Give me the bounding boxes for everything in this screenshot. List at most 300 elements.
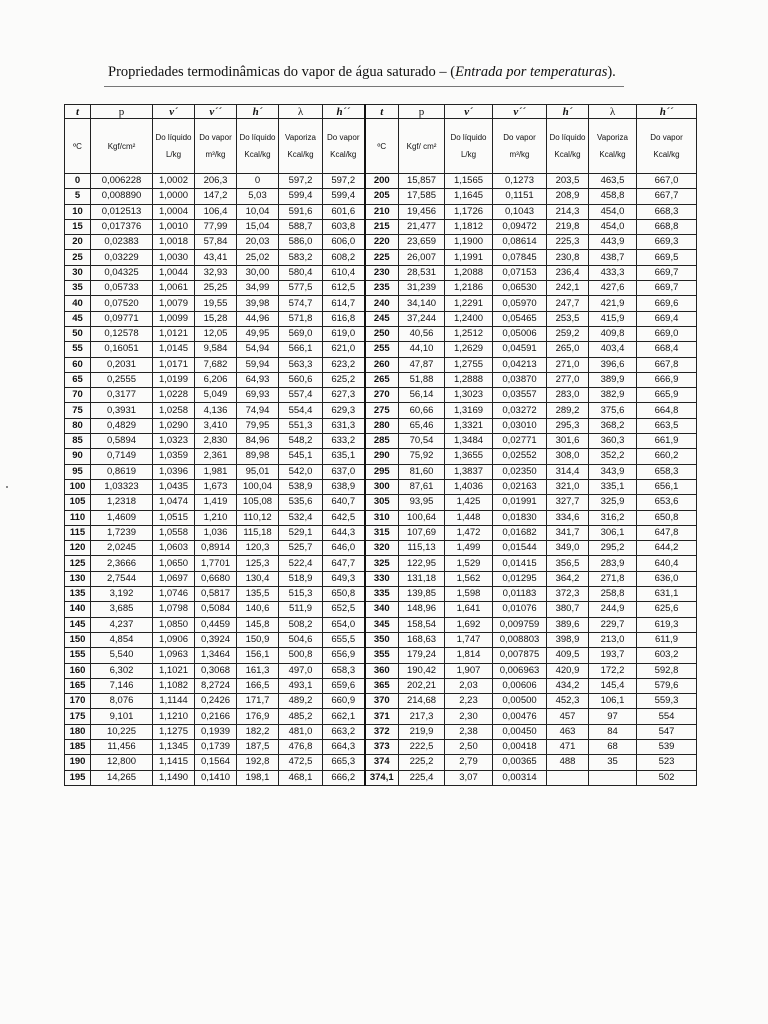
table-cell: 1,472 (445, 525, 493, 540)
table-cell: 295,3 (547, 418, 589, 433)
table-cell: 409,8 (589, 326, 637, 341)
table-cell: 1,0199 (153, 372, 195, 387)
table-cell: 12,05 (195, 326, 237, 341)
table-cell: 0,01830 (493, 510, 547, 525)
table-cell: 271,0 (547, 357, 589, 372)
table-cell: 225 (365, 250, 399, 265)
header-symbol-5: λ (279, 105, 323, 119)
table-row (65, 724, 697, 739)
header-description-8: Kgf/ cm² (399, 119, 445, 174)
table-row (65, 678, 697, 693)
table-cell: 663,2 (323, 724, 365, 739)
table-cell: 644,3 (323, 525, 365, 540)
table-cell: 345 (365, 617, 399, 632)
table-cell: 403,4 (589, 342, 637, 357)
table-cell: 156,1 (237, 648, 279, 663)
table-cell: 372 (365, 724, 399, 739)
table-cell: 415,9 (589, 311, 637, 326)
table-cell: 244,9 (589, 602, 637, 617)
table-cell: 145 (65, 617, 91, 632)
table-cell: 1,3023 (445, 388, 493, 403)
table-cell: 106,1 (589, 694, 637, 709)
table-cell: 619,3 (637, 617, 697, 632)
table-row (65, 296, 697, 311)
table-cell: 45 (65, 311, 91, 326)
table-row (65, 694, 697, 709)
table-cell: 1,0290 (153, 418, 195, 433)
table-cell: 668,4 (637, 342, 697, 357)
table-cell: 458,8 (589, 189, 637, 204)
table-cell: 1,036 (195, 525, 237, 540)
table-cell: 0,012513 (91, 204, 153, 219)
table-cell: 1,0697 (153, 571, 195, 586)
table-cell: 658,3 (637, 464, 697, 479)
table-body (65, 174, 697, 786)
table-cell: 340 (365, 602, 399, 617)
table-cell: 310 (365, 510, 399, 525)
table-cell: 213,0 (589, 632, 637, 647)
table-cell: 0,1739 (195, 739, 237, 754)
scan-speck (6, 486, 8, 488)
table-cell: 0,02771 (493, 434, 547, 449)
table-cell: 669,3 (637, 235, 697, 250)
table-cell: 1,3484 (445, 434, 493, 449)
header-symbol-2: v´ (153, 105, 195, 119)
table-cell: 343,9 (589, 464, 637, 479)
table-cell: 1,1144 (153, 694, 195, 709)
table-cell: 56,14 (399, 388, 445, 403)
table-cell: 0,1410 (195, 770, 237, 785)
table-cell: 172,2 (589, 663, 637, 678)
table-cell: 1,0010 (153, 219, 195, 234)
table-cell: 80 (65, 418, 91, 433)
table-cell: 17,585 (399, 189, 445, 204)
table-cell: 1,3321 (445, 418, 493, 433)
table-cell: 187,5 (237, 739, 279, 754)
header-symbol-3: v´´ (195, 105, 237, 119)
table-row (65, 388, 697, 403)
table-cell: 1,1645 (445, 189, 493, 204)
table-cell: 2,03 (445, 678, 493, 693)
table-cell: 200 (365, 174, 399, 189)
table-cell: 15,28 (195, 311, 237, 326)
table-cell: 642,5 (323, 510, 365, 525)
table-cell: 640,7 (323, 495, 365, 510)
table-cell: 105,08 (237, 495, 279, 510)
table-cell: 1,1900 (445, 235, 493, 250)
table-cell: 283,9 (589, 556, 637, 571)
table-cell: 1,0079 (153, 296, 195, 311)
table-cell: 1,1082 (153, 678, 195, 693)
table-cell: 15 (65, 219, 91, 234)
table-cell: 438,7 (589, 250, 637, 265)
table-cell: 1,0258 (153, 403, 195, 418)
table-cell: 666,9 (637, 372, 697, 387)
table-cell: 371 (365, 709, 399, 724)
table-cell: 107,69 (399, 525, 445, 540)
table-cell: 608,2 (323, 250, 365, 265)
table-cell: 0,06530 (493, 281, 547, 296)
table-cell: 3,685 (91, 602, 153, 617)
table-cell: 0,4829 (91, 418, 153, 433)
table-cell: 0,04591 (493, 342, 547, 357)
table-cell: 1,425 (445, 495, 493, 510)
table-cell: 179,24 (399, 648, 445, 663)
table-cell: 669,7 (637, 265, 697, 280)
table-cell: 120 (65, 541, 91, 556)
table-cell: 160 (65, 663, 91, 678)
table-cell: 122,95 (399, 556, 445, 571)
table-cell: 0,2031 (91, 357, 153, 372)
table-cell: 547 (637, 724, 697, 739)
table-cell: 668,3 (637, 204, 697, 219)
table-cell: 253,5 (547, 311, 589, 326)
table-cell: 647,7 (323, 556, 365, 571)
table-cell: 1,0435 (153, 479, 195, 494)
table-cell: 1,747 (445, 632, 493, 647)
table-cell: 1,0515 (153, 510, 195, 525)
table-cell: 321,0 (547, 479, 589, 494)
table-row (65, 311, 697, 326)
table-cell: 148,96 (399, 602, 445, 617)
table-cell: 599,4 (279, 189, 323, 204)
table-cell: 87,61 (399, 479, 445, 494)
table-cell: 258,8 (589, 587, 637, 602)
table-cell: 125 (65, 556, 91, 571)
table-cell: 2,0245 (91, 541, 153, 556)
table-cell: 518,9 (279, 571, 323, 586)
table-cell: 79,95 (237, 418, 279, 433)
table-cell: 635,1 (323, 449, 365, 464)
table-cell: 275 (365, 403, 399, 418)
table-cell: 644,2 (637, 541, 697, 556)
table-cell: 35 (65, 281, 91, 296)
table-cell: 145,8 (237, 617, 279, 632)
table-cell: 1,529 (445, 556, 493, 571)
table-cell: 398,9 (547, 632, 589, 647)
table-cell: 0,01295 (493, 571, 547, 586)
table-cell: 26,007 (399, 250, 445, 265)
table-cell: 100,04 (237, 479, 279, 494)
table-cell: 569,0 (279, 326, 323, 341)
table-cell: 1,0798 (153, 602, 195, 617)
table-cell: 74,94 (237, 403, 279, 418)
table-cell: 0,8914 (195, 541, 237, 556)
table-cell: 0,02350 (493, 464, 547, 479)
table-cell: 225,2 (399, 755, 445, 770)
table-cell: 1,641 (445, 602, 493, 617)
steam-properties-table (64, 104, 697, 786)
table-cell: 0,00450 (493, 724, 547, 739)
table-cell: 3,07 (445, 770, 493, 785)
table-cell: 1,4036 (445, 479, 493, 494)
table-cell: 115,13 (399, 541, 445, 556)
table-row (65, 602, 697, 617)
table-cell: 0,00476 (493, 709, 547, 724)
table-cell: 1,0474 (153, 495, 195, 510)
table-cell: 54,94 (237, 342, 279, 357)
table-cell: 0,1564 (195, 755, 237, 770)
table-cell: 229,7 (589, 617, 637, 632)
table-cell: 0,3931 (91, 403, 153, 418)
table-cell: 592,8 (637, 663, 697, 678)
table-cell: 525,7 (279, 541, 323, 556)
header-description-1: Kgf/cm² (91, 119, 153, 174)
table-cell: 5,540 (91, 648, 153, 663)
table-cell: 1,7701 (195, 556, 237, 571)
table-cell: 65 (65, 372, 91, 387)
table-cell: 1,0963 (153, 648, 195, 663)
table-cell: 535,6 (279, 495, 323, 510)
table-cell: 1,2629 (445, 342, 493, 357)
table-cell: 1,0850 (153, 617, 195, 632)
table-cell: 155 (65, 648, 91, 663)
table-cell: 75 (65, 403, 91, 418)
table-cell: 12,800 (91, 755, 153, 770)
table-cell: 493,1 (279, 678, 323, 693)
table-cell: 0,01682 (493, 525, 547, 540)
table-cell: 0,07153 (493, 265, 547, 280)
table-cell: 532,4 (279, 510, 323, 525)
table-cell: 471 (547, 739, 589, 754)
table-cell: 652,5 (323, 602, 365, 617)
table-row (65, 372, 697, 387)
table-cell: 571,8 (279, 311, 323, 326)
table-cell: 646,0 (323, 541, 365, 556)
table-cell: 463 (547, 724, 589, 739)
header-symbol-10: v´´ (493, 105, 547, 119)
table-cell: 314,4 (547, 464, 589, 479)
table-cell: 1,419 (195, 495, 237, 510)
table-cell: 202,21 (399, 678, 445, 693)
table-cell: 599,4 (323, 189, 365, 204)
table-cell: 554 (637, 709, 697, 724)
table-cell: 497,0 (279, 663, 323, 678)
table-row (65, 235, 697, 250)
table-cell: 0,3177 (91, 388, 153, 403)
table-cell: 360,3 (589, 434, 637, 449)
table-cell: 190,42 (399, 663, 445, 678)
table-cell: 115,18 (237, 525, 279, 540)
table-cell: 1,0746 (153, 587, 195, 602)
table-cell: 452,3 (547, 694, 589, 709)
table-cell: 84 (589, 724, 637, 739)
table-cell: 0,01991 (493, 495, 547, 510)
title-end: ). (607, 64, 616, 80)
table-cell: 171,7 (237, 694, 279, 709)
header-symbol-row (65, 105, 697, 119)
table-cell: 539 (637, 739, 697, 754)
table-cell: 34,140 (399, 296, 445, 311)
table-cell: 0,05006 (493, 326, 547, 341)
table-row (65, 571, 697, 586)
table-cell: 1,0171 (153, 357, 195, 372)
table-cell: 606,0 (323, 235, 365, 250)
table-cell: 434,2 (547, 678, 589, 693)
table-cell: 130 (65, 571, 91, 586)
header-symbol-4: h´ (237, 105, 279, 119)
table-cell: 150,9 (237, 632, 279, 647)
table-cell: 135,5 (237, 587, 279, 602)
table-cell: 225,4 (399, 770, 445, 785)
table-cell: 161,3 (237, 663, 279, 678)
table-row (65, 434, 697, 449)
table-cell: 70 (65, 388, 91, 403)
table-cell: 215 (365, 219, 399, 234)
table-cell: 0,6680 (195, 571, 237, 586)
header-description-4: Do líquido Kcal/kg (237, 119, 279, 174)
table-cell: 601,6 (323, 204, 365, 219)
header-description-7: ºC (365, 119, 399, 174)
table-cell: 1,2186 (445, 281, 493, 296)
table-cell: 368,2 (589, 418, 637, 433)
table-cell: 638,9 (323, 479, 365, 494)
table-cell: 1,3837 (445, 464, 493, 479)
table-cell: 1,0228 (153, 388, 195, 403)
table-cell: 612,5 (323, 281, 365, 296)
header-description-9: Do líquido L/kg (445, 119, 493, 174)
table-cell: 40,56 (399, 326, 445, 341)
table-cell: 289,2 (547, 403, 589, 418)
table-cell: 0,5894 (91, 434, 153, 449)
table-cell: 6,206 (195, 372, 237, 387)
table-cell: 1,210 (195, 510, 237, 525)
table-cell (547, 770, 589, 785)
table-cell: 0,008890 (91, 189, 153, 204)
table-row (65, 510, 697, 525)
table-cell: 1,3169 (445, 403, 493, 418)
table-cell: 5,049 (195, 388, 237, 403)
table-cell: 0,006963 (493, 663, 547, 678)
table-cell: 1,0558 (153, 525, 195, 540)
table-cell: 8,076 (91, 694, 153, 709)
table-cell: 666,2 (323, 770, 365, 785)
table-cell: 523 (637, 755, 697, 770)
table-cell: 577,5 (279, 281, 323, 296)
table-cell: 454,0 (589, 204, 637, 219)
table-cell: 616,8 (323, 311, 365, 326)
table-cell: 0,00606 (493, 678, 547, 693)
table-row (65, 418, 697, 433)
table-cell: 629,3 (323, 403, 365, 418)
table-cell: 0,5817 (195, 587, 237, 602)
table-cell: 49,95 (237, 326, 279, 341)
table-cell: 308,0 (547, 449, 589, 464)
table-cell: 190 (65, 755, 91, 770)
table-cell: 81,60 (399, 464, 445, 479)
table-cell: 551,3 (279, 418, 323, 433)
table-row (65, 739, 697, 754)
table-cell: 40 (65, 296, 91, 311)
table-cell: 1,0030 (153, 250, 195, 265)
table-cell: 619,0 (323, 326, 365, 341)
table-cell: 0,2166 (195, 709, 237, 724)
table-cell: 1,0018 (153, 235, 195, 250)
table-cell: 4,854 (91, 632, 153, 647)
table-cell: 325,9 (589, 495, 637, 510)
table-cell: 131,18 (399, 571, 445, 586)
table-cell: 627,3 (323, 388, 365, 403)
table-cell: 327,7 (547, 495, 589, 510)
table-cell: 334,6 (547, 510, 589, 525)
table-cell: 588,7 (279, 219, 323, 234)
table-cell: 1,1345 (153, 739, 195, 754)
table-cell: 1,2318 (91, 495, 153, 510)
table-cell: 597,2 (279, 174, 323, 189)
table-cell: 1,907 (445, 663, 493, 678)
table-cell: 198,1 (237, 770, 279, 785)
table-cell: 4,237 (91, 617, 153, 632)
page-title (108, 64, 616, 81)
table-cell: 1,7239 (91, 525, 153, 540)
table-cell: 10 (65, 204, 91, 219)
table-cell: 19,55 (195, 296, 237, 311)
table-row (65, 556, 697, 571)
table-cell: 145,4 (589, 678, 637, 693)
table-cell: 306,1 (589, 525, 637, 540)
table-cell: 356,5 (547, 556, 589, 571)
table-cell: 20,03 (237, 235, 279, 250)
table-cell: 316,2 (589, 510, 637, 525)
table-cell: 44,10 (399, 342, 445, 357)
table-cell: 1,814 (445, 648, 493, 663)
table-cell: 1,1726 (445, 204, 493, 219)
table-cell: 205 (365, 189, 399, 204)
table-cell: 457 (547, 709, 589, 724)
table-cell: 1,0000 (153, 189, 195, 204)
table-cell: 4,136 (195, 403, 237, 418)
table-cell: 0,007875 (493, 648, 547, 663)
table-cell: 325 (365, 556, 399, 571)
table-cell: 653,6 (637, 495, 697, 510)
table-cell: 97 (589, 709, 637, 724)
table-cell: 669,7 (637, 281, 697, 296)
table-cell: 247,7 (547, 296, 589, 311)
table-cell: 649,3 (323, 571, 365, 586)
table-cell: 454,0 (589, 219, 637, 234)
table-cell: 15,857 (399, 174, 445, 189)
table-cell: 301,6 (547, 434, 589, 449)
table-cell: 93,95 (399, 495, 445, 510)
table-cell: 168,63 (399, 632, 445, 647)
table-cell: 59,94 (237, 357, 279, 372)
table-cell: 658,3 (323, 663, 365, 678)
header-description-11: Do líquido Kcal/kg (547, 119, 589, 174)
table-cell: 1,0004 (153, 204, 195, 219)
table-cell: 1,562 (445, 571, 493, 586)
table-cell: 481,0 (279, 724, 323, 739)
table-cell: 0,5084 (195, 602, 237, 617)
table-cell: 349,0 (547, 541, 589, 556)
table-cell: 105 (65, 495, 91, 510)
table-cell: 591,6 (279, 204, 323, 219)
table-cell: 500,8 (279, 648, 323, 663)
table-cell: 19,456 (399, 204, 445, 219)
table-cell: 50 (65, 326, 91, 341)
table-cell: 330 (365, 571, 399, 586)
table-cell: 476,8 (279, 739, 323, 754)
table-row (65, 464, 697, 479)
table-cell: 433,3 (589, 265, 637, 280)
table-cell: 370 (365, 694, 399, 709)
table-cell: 0,05970 (493, 296, 547, 311)
table-cell: 170 (65, 694, 91, 709)
table-cell: 222,5 (399, 739, 445, 754)
table-cell: 265,0 (547, 342, 589, 357)
table-cell: 1,0650 (153, 556, 195, 571)
table-cell: 8,2724 (195, 678, 237, 693)
table-cell: 23,659 (399, 235, 445, 250)
